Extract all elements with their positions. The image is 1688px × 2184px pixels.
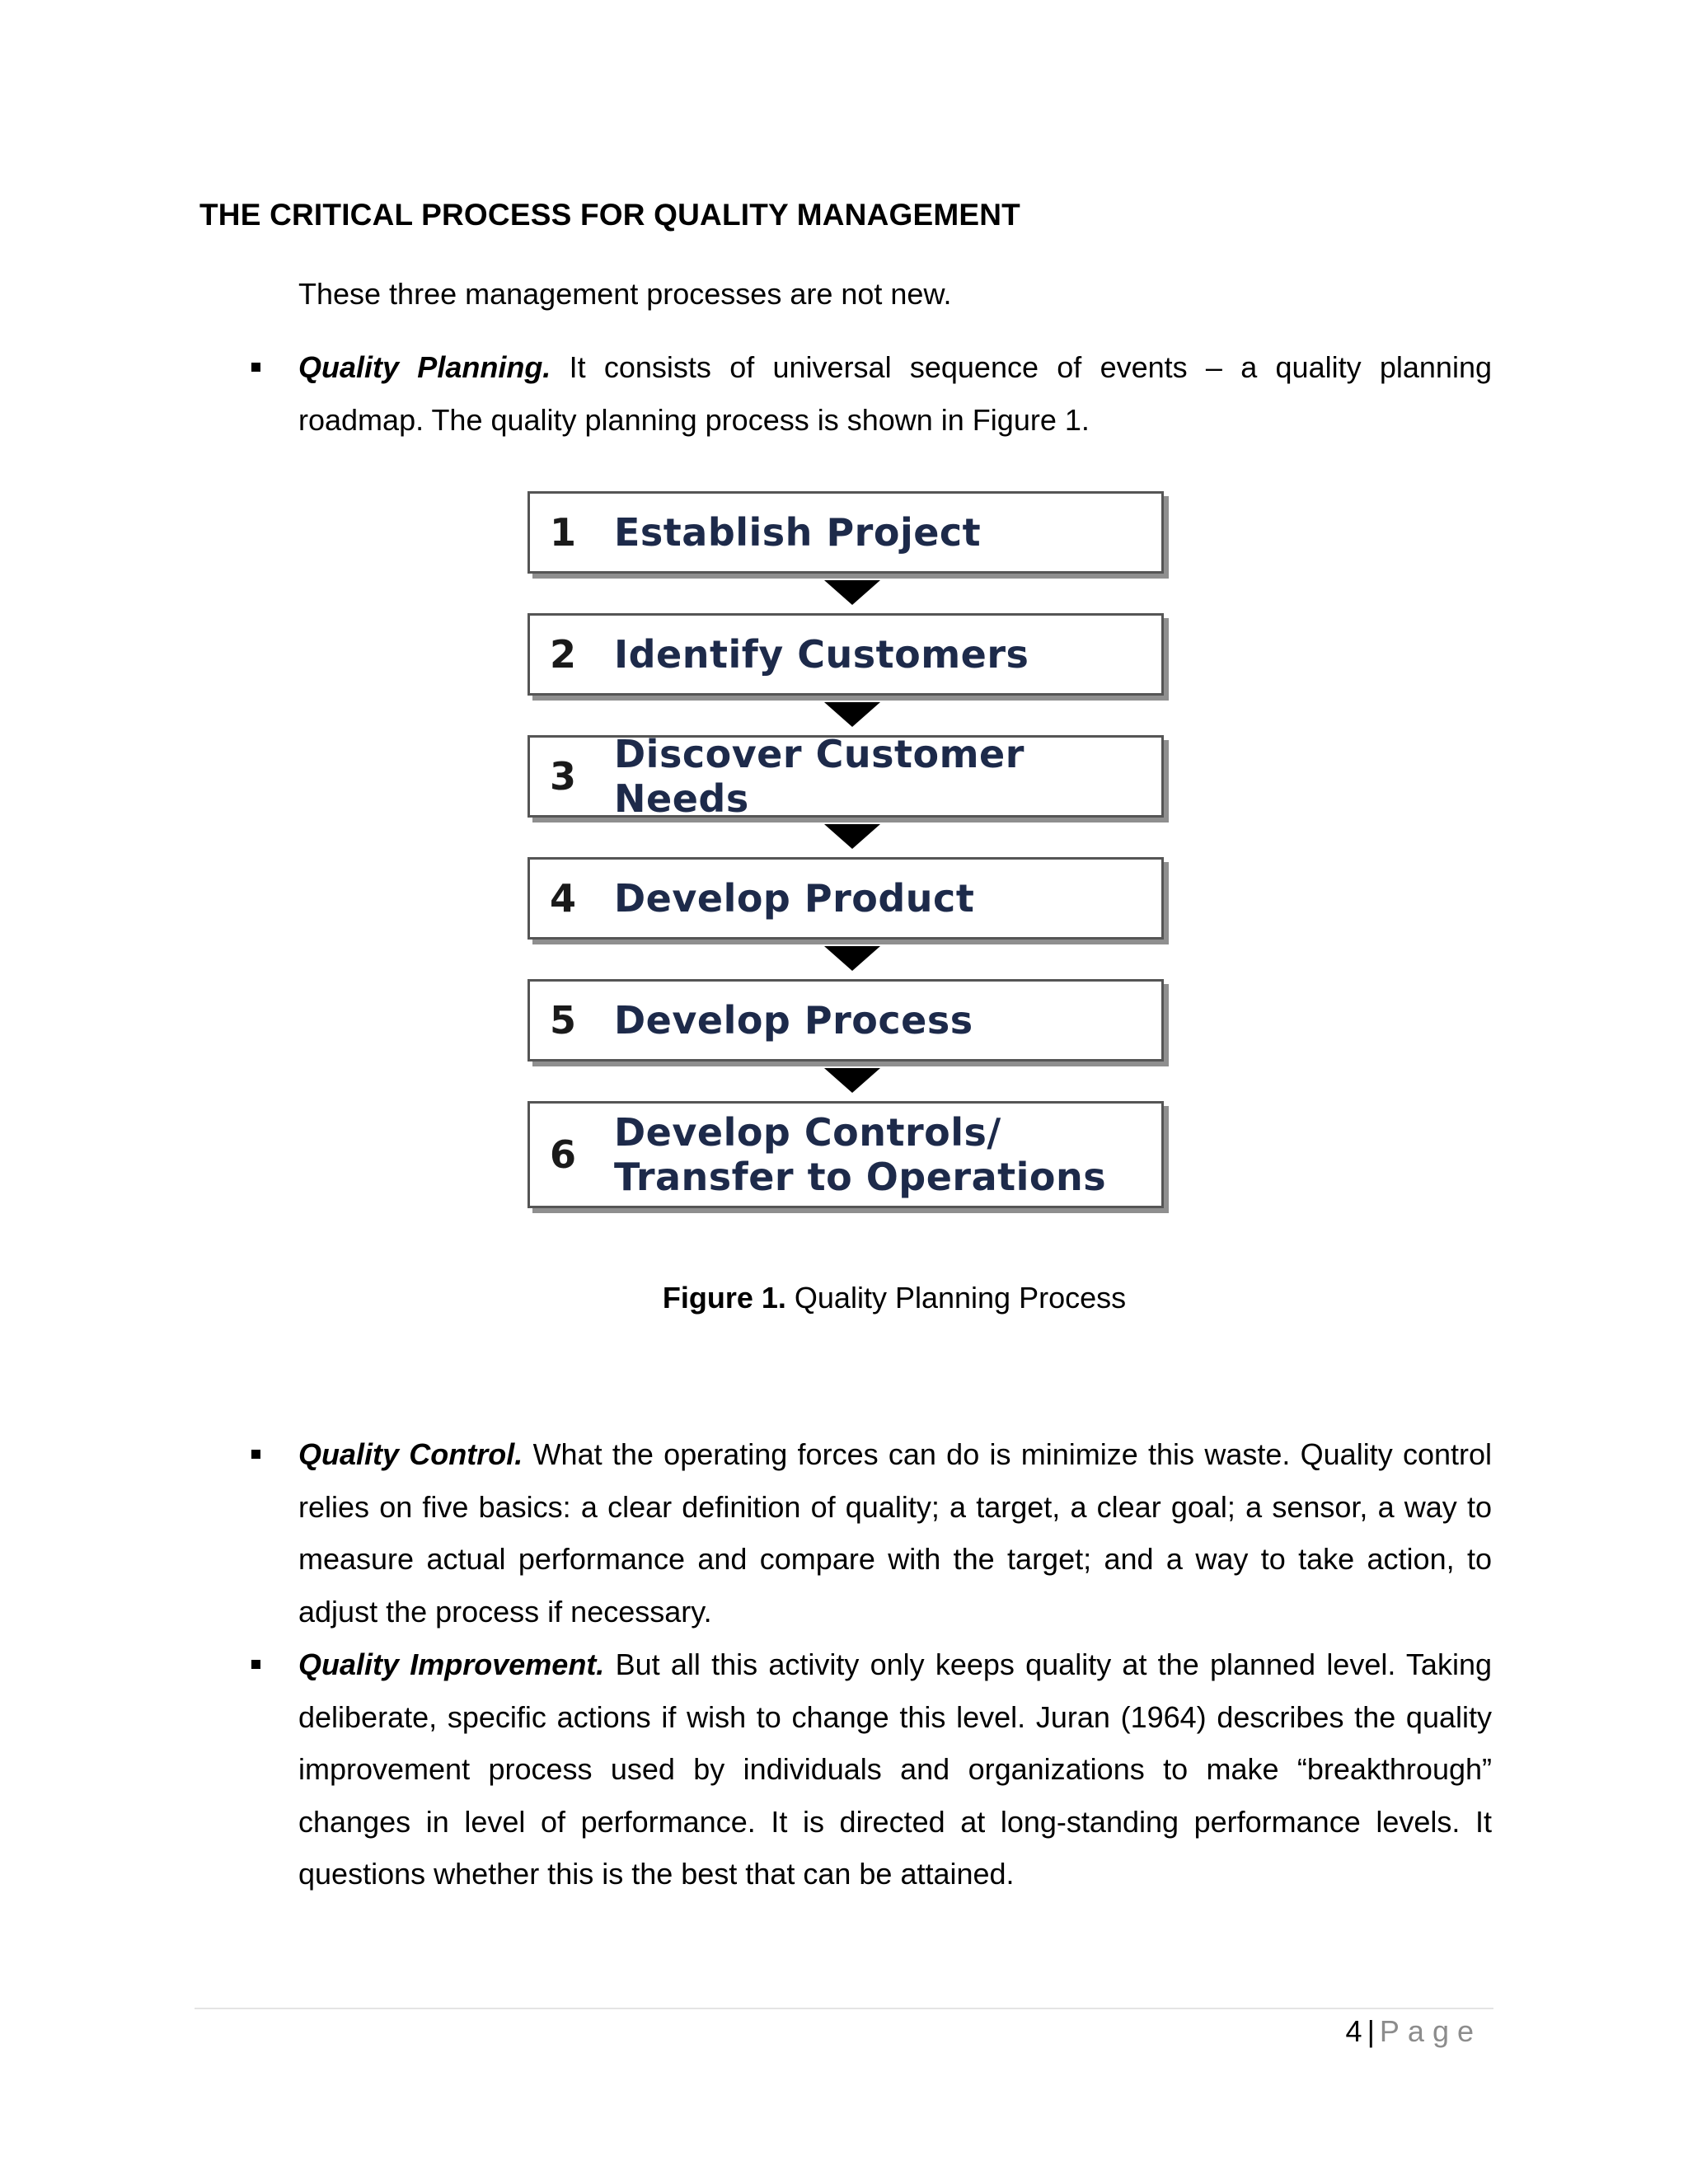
bullet-square-icon [251, 1450, 260, 1459]
bullet-text: It consists of universal sequence of events – a quality planning roadmap. The quality planning process is shown in Figure 1. [298, 350, 1492, 437]
step-label: Discover Customer Needs [614, 732, 1025, 821]
footer-separator: | [1367, 2014, 1375, 2048]
figure-caption [0, 1281, 1688, 1315]
bullet-text: What the operating forces can do is minimize this waste. Quality control relies on five basics: a clear definition of quality; a target, a clear goal; a sensor, a way to measure actual performance and compare with the target; and a way to take action, to adjust the process if necessary. [298, 1437, 1493, 1629]
down-arrow-icon [824, 580, 880, 605]
down-arrow-icon [824, 946, 880, 971]
down-arrow-icon [824, 702, 880, 727]
bullet-text: But all this activity only keeps quality at the planned level. Taking deliberate, specific actions if wish to change this level. Juran (1964) describes the quality improvement process used by individuals and organizations to make “breakthrough” changes in level of performance. It is directed at long-standing performance levels. It questions whether this is the best that can be attained. [298, 1647, 1492, 1891]
intro-paragraph: These three management processes are not new. [298, 277, 952, 311]
down-arrow-icon [824, 824, 880, 849]
step-number: 4 [550, 876, 577, 921]
bullet-paragraph [298, 1638, 1492, 1900]
flow-step-6 [528, 1101, 1164, 1208]
flow-step-1 [528, 491, 1164, 574]
step-label: Develop Process [614, 998, 973, 1043]
bullet-quality-control [298, 1428, 1492, 1638]
page-number: 4 [1345, 2014, 1362, 2048]
step-label: Develop Product [614, 876, 975, 921]
step-label: Identify Customers [614, 632, 1029, 677]
flow-step-5 [528, 979, 1164, 1062]
flow-step-3 [528, 732, 1164, 821]
flow-step-2 [528, 613, 1164, 696]
flow-step-4 [528, 857, 1164, 940]
down-arrow-icon [824, 1068, 880, 1093]
step-label-line-1: Develop Controls/ [614, 1110, 1001, 1155]
caption-label: Figure 1. [662, 1281, 786, 1315]
bullet-quality-improvement [298, 1638, 1492, 1900]
step-number: 3 [550, 754, 577, 799]
page-footer [1346, 2014, 1482, 2049]
step-label [614, 1104, 1153, 1206]
section-heading: THE CRITICAL PROCESS FOR QUALITY MANAGEMENT [199, 198, 1020, 232]
bullet-paragraph [298, 341, 1492, 446]
page-word: Page [1379, 2014, 1482, 2048]
step-number: 2 [550, 632, 577, 677]
step-number: 5 [550, 998, 577, 1043]
quality-planning-flowchart [524, 488, 1170, 1217]
bullet-square-icon [251, 363, 260, 372]
step-label: Establish Project [614, 510, 982, 555]
footer-divider [195, 2008, 1493, 2009]
bullet-title: Quality Planning. [298, 350, 551, 384]
bullet-square-icon [251, 1660, 260, 1669]
bullet-title: Quality Improvement. [298, 1647, 605, 1681]
step-label-line-2: Transfer to Operations [614, 1155, 1107, 1199]
bullet-paragraph [298, 1428, 1492, 1638]
bullet-quality-planning [298, 341, 1492, 446]
bullet-title: Quality Control. [298, 1437, 523, 1471]
step-number: 6 [550, 1132, 577, 1177]
step-number: 1 [550, 510, 577, 555]
caption-text: Quality Planning Process [794, 1281, 1127, 1315]
